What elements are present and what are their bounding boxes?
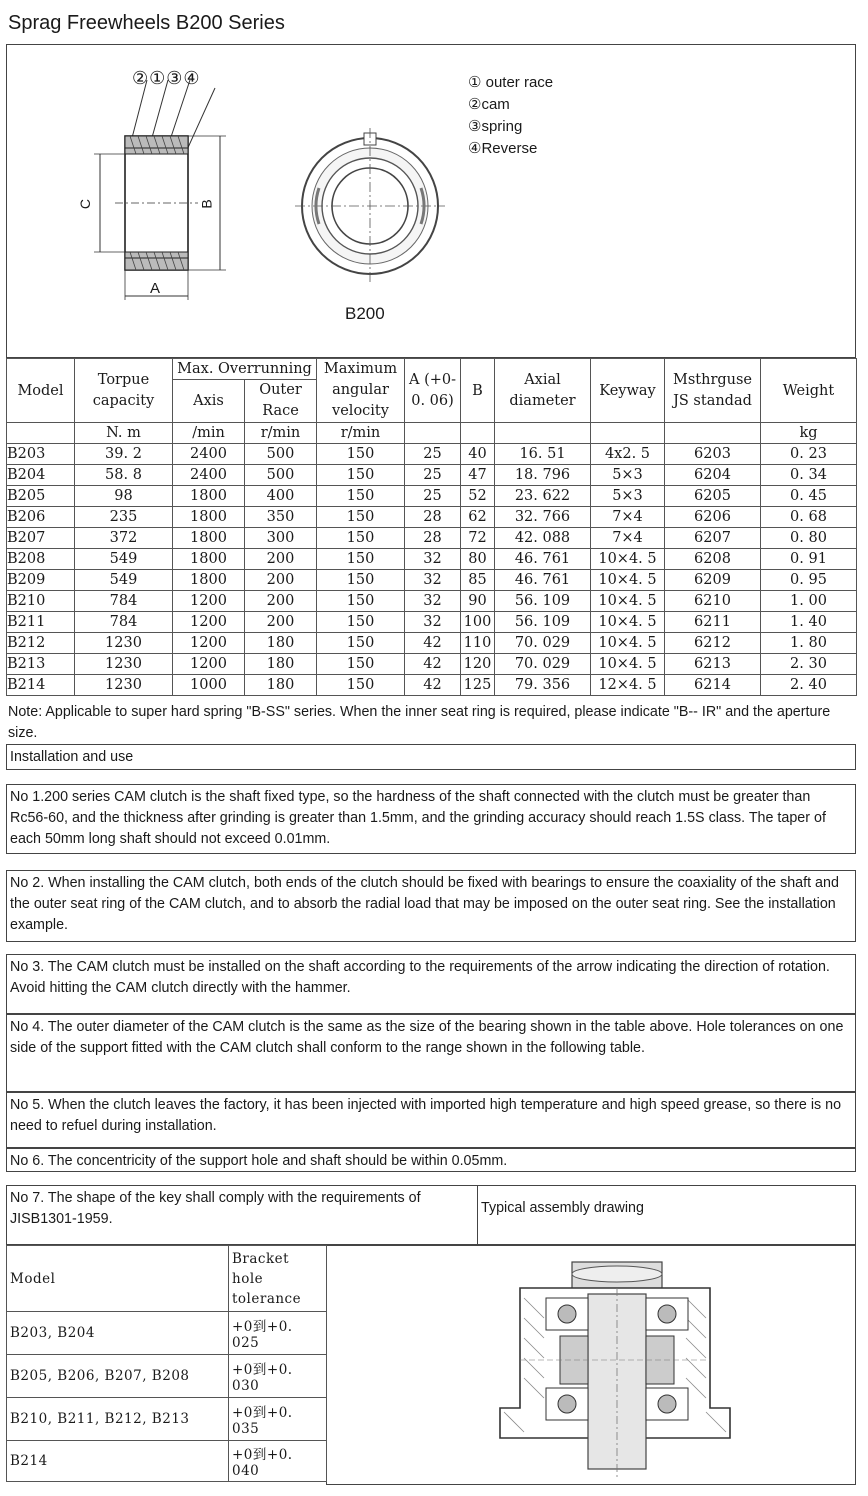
table-cell: 6212 — [665, 633, 761, 654]
legend-item-cam: ②cam — [468, 96, 510, 113]
table-cell: 70. 029 — [495, 633, 591, 654]
table-cell: 125 — [461, 675, 495, 696]
table-cell: 70. 029 — [495, 654, 591, 675]
table-cell: 180 — [245, 675, 317, 696]
table-cell: 150 — [317, 570, 405, 591]
table-cell: 90 — [461, 591, 495, 612]
unit-cell: /min — [173, 423, 245, 444]
tolerance-cell: B203, B204 — [7, 1312, 229, 1355]
unit-cell — [405, 423, 461, 444]
table-cell: 32. 766 — [495, 507, 591, 528]
table-cell: 100 — [461, 612, 495, 633]
table-cell: 25 — [405, 486, 461, 507]
table-cell: 40 — [461, 444, 495, 465]
instruction-1: No 1.200 series CAM clutch is the shaft fixed type, so the hardness of the shaft connected with the clutch must be greater than Rc56-60, and the thickness after grinding is greater than 1.5mm, and the grinding accuracy should reach 1.5S class. The taper of each 50mm long shaft should not exceed 0.01mm. — [6, 784, 856, 854]
header-model: Model — [7, 359, 75, 423]
front-view-drawing — [295, 128, 445, 288]
table-cell: 10×4. 5 — [591, 591, 665, 612]
table-cell: B210 — [7, 591, 75, 612]
table-cell: 150 — [317, 549, 405, 570]
table-cell: 42. 088 — [495, 528, 591, 549]
table-cell: 0. 80 — [761, 528, 857, 549]
table-cell: 200 — [245, 570, 317, 591]
dimension-b-label: B — [198, 199, 215, 209]
table-cell: 1800 — [173, 570, 245, 591]
table-cell: B212 — [7, 633, 75, 654]
table-cell: 549 — [75, 570, 173, 591]
dimension-a-label: A — [150, 280, 161, 297]
table-cell: 150 — [317, 591, 405, 612]
instruction-3: No 3. The CAM clutch must be installed on the shaft according to the requirements of the arrow indicating the direction of rotation. Avoid hitting the CAM clutch directly with the hammer. — [6, 954, 856, 1014]
table-cell: 150 — [317, 528, 405, 549]
header-axial: Axial diameter — [495, 359, 591, 423]
table-cell: 0. 34 — [761, 465, 857, 486]
table-cell: 25 — [405, 465, 461, 486]
tolerance-row — [7, 1441, 327, 1482]
table-cell: 6206 — [665, 507, 761, 528]
table-cell: 28 — [405, 528, 461, 549]
table-row — [7, 528, 857, 549]
table-cell: 200 — [245, 591, 317, 612]
unit-cell: kg — [761, 423, 857, 444]
tolerance-row — [7, 1398, 327, 1441]
tolerance-cell: B205, B206, B207, B208 — [7, 1355, 229, 1398]
header-axis: Axis — [173, 380, 245, 423]
tolerance-cell: B214 — [7, 1441, 229, 1482]
table-cell: 0. 23 — [761, 444, 857, 465]
table-cell: 180 — [245, 654, 317, 675]
table-row — [7, 465, 857, 486]
table-cell: B203 — [7, 444, 75, 465]
table-cell: 56. 109 — [495, 612, 591, 633]
assembly-title: Typical assembly drawing — [477, 1185, 856, 1245]
table-cell: 10×4. 5 — [591, 654, 665, 675]
table-row — [7, 507, 857, 528]
table-cell: B214 — [7, 675, 75, 696]
table-cell: 150 — [317, 654, 405, 675]
tolerance-row — [7, 1355, 327, 1398]
table-cell: 1230 — [75, 633, 173, 654]
table-cell: 2400 — [173, 465, 245, 486]
unit-cell — [591, 423, 665, 444]
unit-cell: r/min — [317, 423, 405, 444]
table-cell: 6211 — [665, 612, 761, 633]
table-row — [7, 633, 857, 654]
table-row — [7, 591, 857, 612]
tolerance-cell: +0到+0. 025 — [229, 1312, 327, 1355]
table-cell: 56. 109 — [495, 591, 591, 612]
table-cell: 10×4. 5 — [591, 570, 665, 591]
table-cell: 10×4. 5 — [591, 633, 665, 654]
table-cell: 150 — [317, 444, 405, 465]
spec-table — [6, 358, 857, 696]
table-cell: 47 — [461, 465, 495, 486]
note-text: Note: Applicable to super hard spring "B-SS" series. When the inner seat ring is required, please indicate "B-- IR" and the aperture size. — [8, 704, 831, 741]
table-cell: 46. 761 — [495, 570, 591, 591]
table-cell: B206 — [7, 507, 75, 528]
header-bearing: Msthrguse JS standad — [665, 359, 761, 423]
instruction-5: No 5. When the clutch leaves the factory, it has been injected with imported high temperature and high speed grease, so there is no need to refuel during installation. — [6, 1092, 856, 1148]
table-row — [7, 444, 857, 465]
table-row — [7, 612, 857, 633]
table-cell: 1230 — [75, 675, 173, 696]
table-cell: 180 — [245, 633, 317, 654]
table-cell: 79. 356 — [495, 675, 591, 696]
table-cell: 2. 40 — [761, 675, 857, 696]
instruction-7: No 7. The shape of the key shall comply with the requirements of JISB1301-1959. — [6, 1185, 478, 1245]
table-cell: 4x2. 5 — [591, 444, 665, 465]
table-cell: 18. 796 — [495, 465, 591, 486]
header-a: A (+0- 0. 06) — [405, 359, 461, 423]
table-cell: 2. 30 — [761, 654, 857, 675]
table-cell: 0. 45 — [761, 486, 857, 507]
table-cell: 12×4. 5 — [591, 675, 665, 696]
table-cell: 42 — [405, 633, 461, 654]
table-cell: 46. 761 — [495, 549, 591, 570]
table-cell: 0. 68 — [761, 507, 857, 528]
table-cell: 25 — [405, 444, 461, 465]
table-cell: 120 — [461, 654, 495, 675]
table-cell: 58. 8 — [75, 465, 173, 486]
table-cell: 400 — [245, 486, 317, 507]
table-cell: 98 — [75, 486, 173, 507]
header-b: B — [461, 359, 495, 423]
tol-header-bracket: Bracket hole tolerance — [229, 1246, 327, 1312]
tol-header-model: Model — [7, 1246, 229, 1312]
table-cell: 200 — [245, 549, 317, 570]
table-cell: 1800 — [173, 507, 245, 528]
table-cell: 110 — [461, 633, 495, 654]
legend-item-outer-race: ① outer race — [468, 74, 554, 91]
table-cell: 32 — [405, 591, 461, 612]
header-max-angular: Maximum angular velocity — [317, 359, 405, 423]
table-cell: 72 — [461, 528, 495, 549]
table-cell: 1800 — [173, 486, 245, 507]
table-cell: 16. 51 — [495, 444, 591, 465]
table-cell: B211 — [7, 612, 75, 633]
table-cell: 1. 00 — [761, 591, 857, 612]
instruction-6: No 6. The concentricity of the support hole and shaft should be within 0.05mm. — [6, 1148, 856, 1172]
table-cell: 500 — [245, 444, 317, 465]
table-cell: 52 — [461, 486, 495, 507]
table-cell: 1000 — [173, 675, 245, 696]
table-cell: 39. 2 — [75, 444, 173, 465]
table-cell: 6209 — [665, 570, 761, 591]
unit-cell — [461, 423, 495, 444]
table-cell: 28 — [405, 507, 461, 528]
table-cell: 1. 40 — [761, 612, 857, 633]
table-cell: 42 — [405, 654, 461, 675]
table-cell: 350 — [245, 507, 317, 528]
table-row — [7, 570, 857, 591]
table-cell: 372 — [75, 528, 173, 549]
header-max-overrunning: Max. Overrunning — [173, 359, 317, 380]
table-cell: 6214 — [665, 675, 761, 696]
table-cell: 5×3 — [591, 465, 665, 486]
table-cell: 80 — [461, 549, 495, 570]
page-title: Sprag Freewheels B200 Series — [8, 12, 285, 34]
table-cell: 1800 — [173, 549, 245, 570]
tolerance-cell: +0到+0. 040 — [229, 1441, 327, 1482]
header-torque: Torpue capacity — [75, 359, 173, 423]
header-keyway: Keyway — [591, 359, 665, 423]
table-cell: 0. 95 — [761, 570, 857, 591]
unit-cell — [495, 423, 591, 444]
table-cell: 150 — [317, 675, 405, 696]
table-cell: 1. 80 — [761, 633, 857, 654]
table-cell: 150 — [317, 465, 405, 486]
table-cell: 32 — [405, 570, 461, 591]
table-cell: 0. 91 — [761, 549, 857, 570]
table-cell: 6205 — [665, 486, 761, 507]
table-cell: 7×4 — [591, 528, 665, 549]
table-cell: 300 — [245, 528, 317, 549]
table-cell: 6210 — [665, 591, 761, 612]
unit-cell: r/min — [245, 423, 317, 444]
table-cell: 150 — [317, 612, 405, 633]
table-cell: 23. 622 — [495, 486, 591, 507]
table-cell: B213 — [7, 654, 75, 675]
table-cell: 1230 — [75, 654, 173, 675]
table-cell: 6213 — [665, 654, 761, 675]
parts-legend — [468, 72, 553, 160]
legend-item-reverse: ④Reverse — [468, 140, 538, 157]
table-cell: 6204 — [665, 465, 761, 486]
tolerance-table — [6, 1245, 327, 1482]
table-row — [7, 549, 857, 570]
table-cell: 42 — [405, 675, 461, 696]
table-row — [7, 654, 857, 675]
instruction-4: No 4. The outer diameter of the CAM clutch is the same as the size of the bearing shown in the table above. Hole tolerances on one side of the support fitted with the CAM clutch shall conform to the range shown in the following table. — [6, 1014, 856, 1092]
installation-title: Installation and use — [6, 744, 856, 770]
table-cell: 150 — [317, 507, 405, 528]
table-cell: 784 — [75, 591, 173, 612]
tolerance-cell: +0到+0. 030 — [229, 1355, 327, 1398]
table-cell: 500 — [245, 465, 317, 486]
header-weight: Weight — [761, 359, 857, 423]
table-cell: B209 — [7, 570, 75, 591]
dimension-c-label: C — [77, 198, 94, 210]
table-cell: 10×4. 5 — [591, 549, 665, 570]
spec-header-row — [7, 359, 857, 380]
table-cell: 6207 — [665, 528, 761, 549]
table-cell: 1800 — [173, 528, 245, 549]
table-cell: 62 — [461, 507, 495, 528]
table-cell: B204 — [7, 465, 75, 486]
table-cell: 6208 — [665, 549, 761, 570]
table-cell: 32 — [405, 612, 461, 633]
header-outer-race: Outer Race — [245, 380, 317, 423]
table-cell: 5×3 — [591, 486, 665, 507]
table-cell: 2400 — [173, 444, 245, 465]
table-cell: 32 — [405, 549, 461, 570]
table-cell: 235 — [75, 507, 173, 528]
units-row — [7, 423, 857, 444]
table-cell: 1200 — [173, 612, 245, 633]
side-section-drawing — [70, 60, 250, 305]
table-cell: 6203 — [665, 444, 761, 465]
instruction-2: No 2. When installing the CAM clutch, both ends of the clutch should be fixed with bearings to ensure the coaxiality of the shaft and the outer seat ring of the CAM clutch, and to absorb the radial load that may be imposed on the outer seat ring. See the installation example. — [6, 870, 856, 942]
unit-cell — [665, 423, 761, 444]
assembly-drawing — [480, 1258, 750, 1483]
table-cell: 150 — [317, 633, 405, 654]
table-cell: 85 — [461, 570, 495, 591]
table-cell: 1200 — [173, 633, 245, 654]
legend-item-spring: ③spring — [468, 118, 523, 135]
table-cell: 7×4 — [591, 507, 665, 528]
table-row — [7, 486, 857, 507]
unit-cell — [7, 423, 75, 444]
table-cell: 200 — [245, 612, 317, 633]
table-cell: B207 — [7, 528, 75, 549]
table-cell: 10×4. 5 — [591, 612, 665, 633]
tolerance-cell: +0到+0. 035 — [229, 1398, 327, 1441]
diagram-caption: B200 — [345, 304, 385, 323]
tolerance-row — [7, 1312, 327, 1355]
table-cell: 549 — [75, 549, 173, 570]
table-cell: B208 — [7, 549, 75, 570]
table-row — [7, 675, 857, 696]
table-cell: 1200 — [173, 654, 245, 675]
part-number-callouts: ②①③④ — [132, 68, 201, 88]
table-cell: B205 — [7, 486, 75, 507]
table-cell: 784 — [75, 612, 173, 633]
table-cell: 1200 — [173, 591, 245, 612]
unit-cell: N. m — [75, 423, 173, 444]
tolerance-cell: B210, B211, B212, B213 — [7, 1398, 229, 1441]
table-cell: 150 — [317, 486, 405, 507]
